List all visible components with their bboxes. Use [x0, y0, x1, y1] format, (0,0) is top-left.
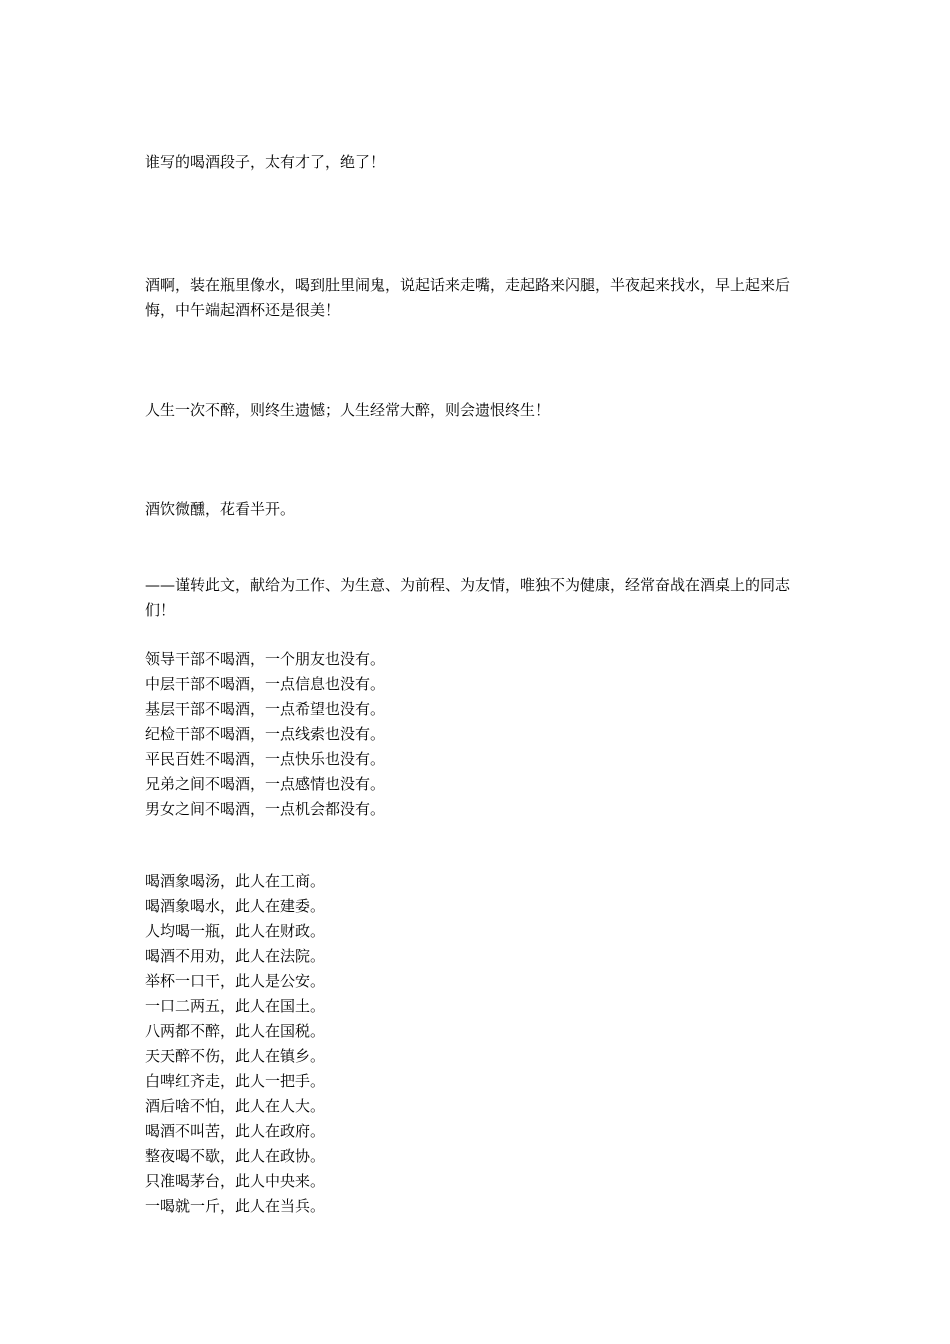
list-item: 基层干部不喝酒，一点希望也没有。	[145, 700, 386, 718]
list-item: 人均喝一瓶，此人在财政。	[145, 922, 326, 940]
list-item: 领导干部不喝酒，一个朋友也没有。	[145, 650, 386, 668]
list-item: 一口二两五，此人在国土。	[145, 997, 326, 1015]
list-item: 白啤红齐走，此人一把手。	[145, 1072, 326, 1090]
list-item: 酒后啥不怕，此人在人大。	[145, 1097, 326, 1115]
paragraph-life-drunk: 人生一次不醉，则终生遗憾；人生经常大醉，则会遗恨终生！	[145, 401, 551, 419]
department-drinking-list	[145, 869, 325, 1219]
list-item: 平民百姓不喝酒，一点快乐也没有。	[145, 750, 386, 768]
list-item: 中层干部不喝酒，一点信息也没有。	[145, 675, 386, 693]
title-line: 谁写的喝酒段子，太有才了，绝了！	[145, 153, 386, 171]
list-item: 八两都不醉，此人在国税。	[145, 1022, 326, 1040]
list-item: 兄弟之间不喝酒，一点感情也没有。	[145, 775, 386, 793]
paragraph-slightly-tipsy: 酒饮微醺，花看半开。	[145, 500, 296, 518]
list-item: 天天醉不伤，此人在镇乡。	[145, 1047, 326, 1065]
list-item: 喝酒不用劝，此人在法院。	[145, 947, 326, 965]
list-item: 整夜喝不歇，此人在政协。	[145, 1147, 326, 1165]
list-item: 喝酒象喝水，此人在建委。	[145, 897, 326, 915]
list-item: 喝酒不叫苦，此人在政府。	[145, 1122, 326, 1140]
list-item: 只准喝茅台，此人中央来。	[145, 1172, 326, 1190]
dedication-paragraph: ——谨转此文，献给为工作、为生意、为前程、为友情，唯独不为健康，经常奋战在酒桌上的同志们！	[145, 576, 791, 619]
list-item: 男女之间不喝酒，一点机会都没有。	[145, 800, 386, 818]
list-item: 举杯一口干，此人是公安。	[145, 972, 326, 990]
list-item: 喝酒象喝汤，此人在工商。	[145, 872, 326, 890]
list-item: 纪检干部不喝酒，一点线索也没有。	[145, 725, 386, 743]
cadre-drinking-list	[145, 647, 385, 822]
list-item: 一喝就一斤，此人在当兵。	[145, 1197, 326, 1215]
paragraph-wine-description: 酒啊，装在瓶里像水，喝到肚里闹鬼，说起话来走嘴，走起路来闪腿，半夜起来找水，早上起来后悔，中午端起酒杯还是很美！	[145, 276, 791, 319]
